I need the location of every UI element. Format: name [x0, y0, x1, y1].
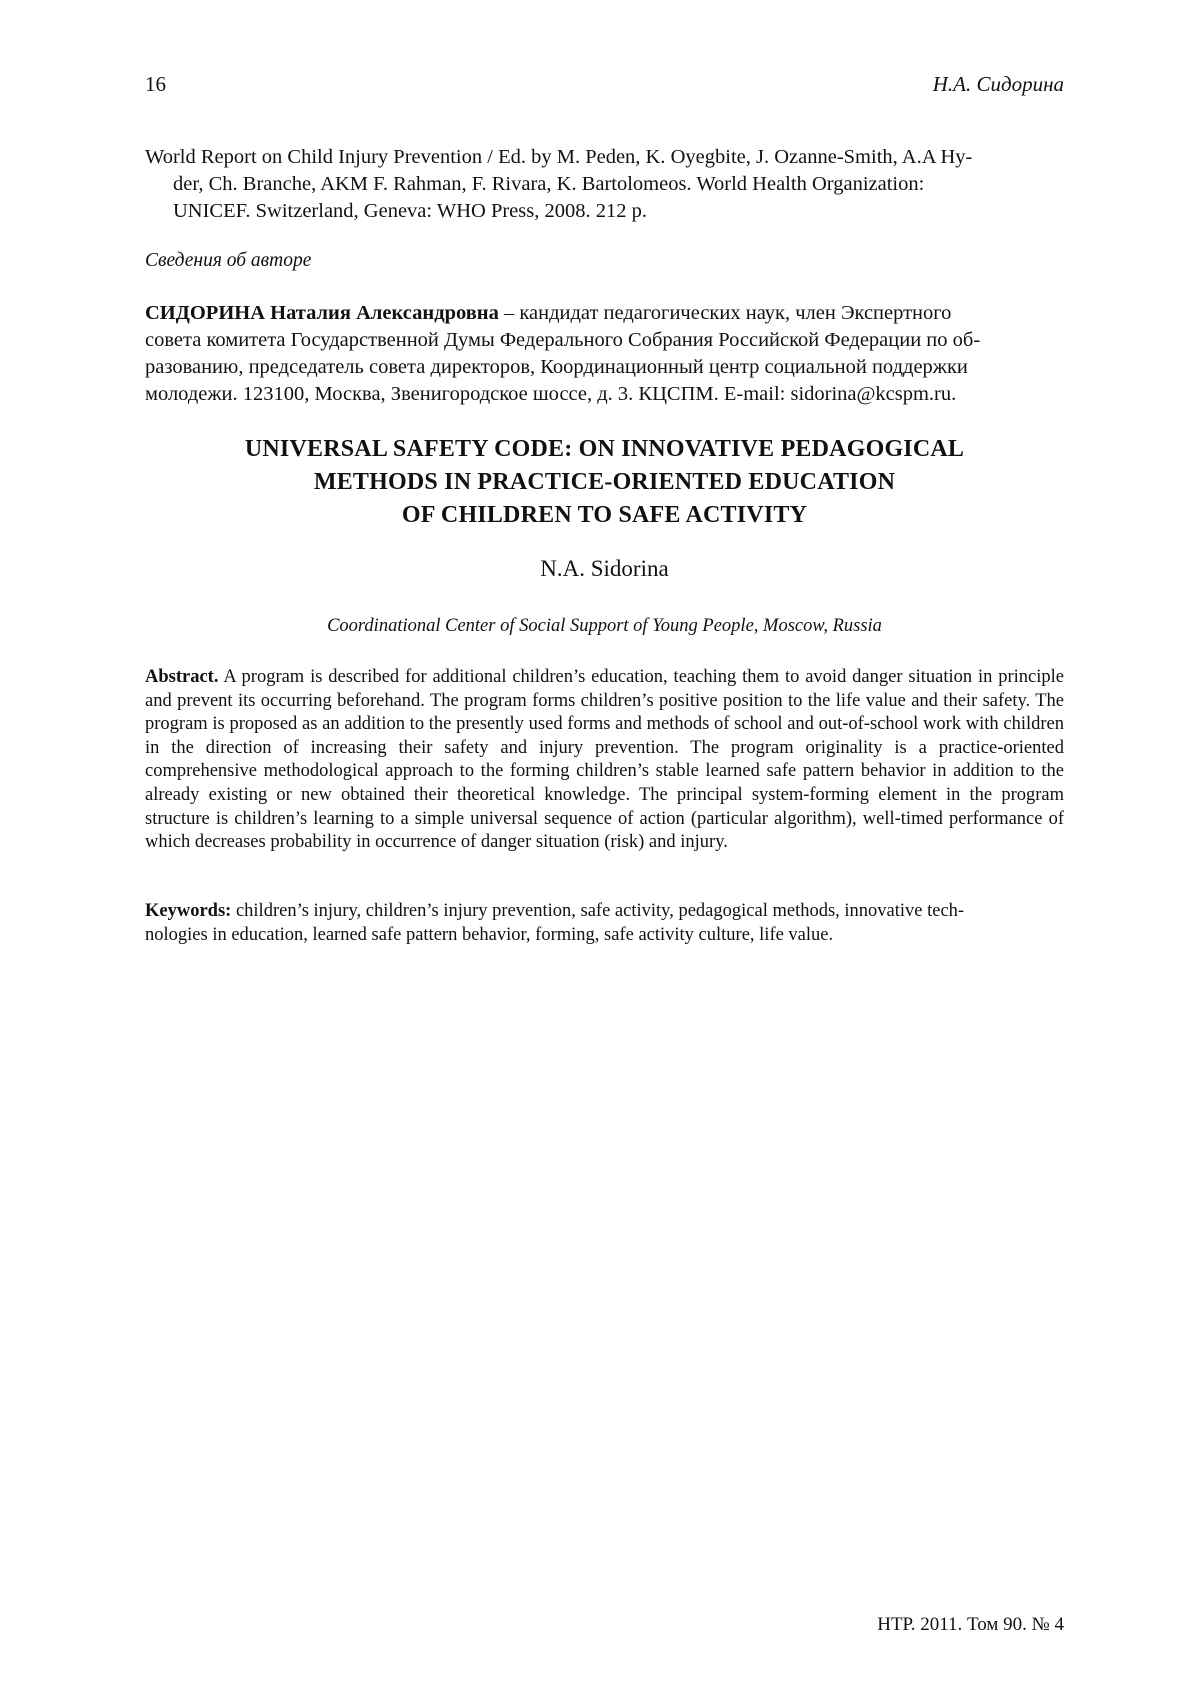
reference-line: World Report on Child Injury Prevention / Ed. by M. Peden, K. Oyegbite, J. Ozanne-Smith, A.A Hy- — [145, 146, 973, 168]
article-title — [145, 433, 1064, 532]
abstract — [145, 666, 1064, 855]
abstract-label: Abstract. — [145, 667, 219, 687]
abstract-text: A program is described for additional children’s education, teaching them to avoid danger situation in principle and prevent its occurring beforehand. The program forms children’s positive position to the life value and their safety. The program is proposed as an addition to the presently used forms and methods of school and out-of-school work with children in the direction of increasing their safety and injury prevention. The program originality is a practice-oriented comprehensive methodological approach to the forming children’s stable learned safe pattern behavior in addition to the already existing or new obtained their theoretical knowledge. The principal system-forming element in the program structure is children’s learning to a simple universal sequence of action (particular algorithm), well-timed performance of which decreases probability in occurrence of danger situation (risk) and injury. — [145, 667, 1064, 853]
keywords-line: children’s injury, children’s injury prevention, safe activity, pedagogical methods, innovative tech- — [231, 901, 965, 921]
author-info-line: молодежи. 123100, Москва, Звенигородское шоссе, д. 3. КЦСПМ. E-mail: sidorina@kcspm.ru. — [145, 383, 957, 405]
page-header — [145, 72, 1064, 102]
title-line: METHODS IN PRACTICE-ORIENTED EDUCATION — [313, 469, 896, 495]
reference-line: der, Ch. Branche, AKM F. Rahman, F. Rivara, K. Bartolomeos. World Health Organization: — [173, 173, 925, 195]
keywords-label: Keywords: — [145, 901, 232, 921]
page-number: 16 — [145, 72, 166, 96]
author-info-line: – кандидат педагогических наук, член Экспертного — [498, 302, 952, 324]
author-info-line: разованию, председатель совета директоров, Координационный центр социальной поддержки — [145, 356, 968, 378]
keywords — [145, 900, 1064, 947]
author-info — [145, 300, 1064, 408]
affiliation: Coordinational Center of Social Support of Young People, Moscow, Russia — [327, 616, 882, 636]
title-line: OF CHILDREN TO SAFE ACTIVITY — [401, 502, 808, 528]
title-line: UNIVERSAL SAFETY CODE: ON INNOVATIVE PEDAGOGICAL — [244, 436, 965, 462]
running-head: Н.А. Сидорина — [932, 72, 1064, 96]
journal-citation-footer: НТР. 2011. Том 90. № 4 — [877, 1614, 1064, 1635]
author-info-line: совета комитета Государственной Думы Федерального Собрания Российской Федерации по об- — [145, 329, 981, 351]
reference-line: UNICEF. Switzerland, Geneva: WHO Press, 2008. 212 p. — [173, 200, 647, 222]
article-author: N.A. Sidorina — [540, 556, 669, 581]
author-section-heading: Сведения об авторе — [145, 250, 312, 271]
keywords-line: nologies in education, learned safe pattern behavior, forming, safe activity culture, life value. — [145, 924, 834, 945]
author-name-ru: СИДОРИНА Наталия Александровна — [145, 302, 499, 324]
reference-entry — [145, 144, 1064, 225]
